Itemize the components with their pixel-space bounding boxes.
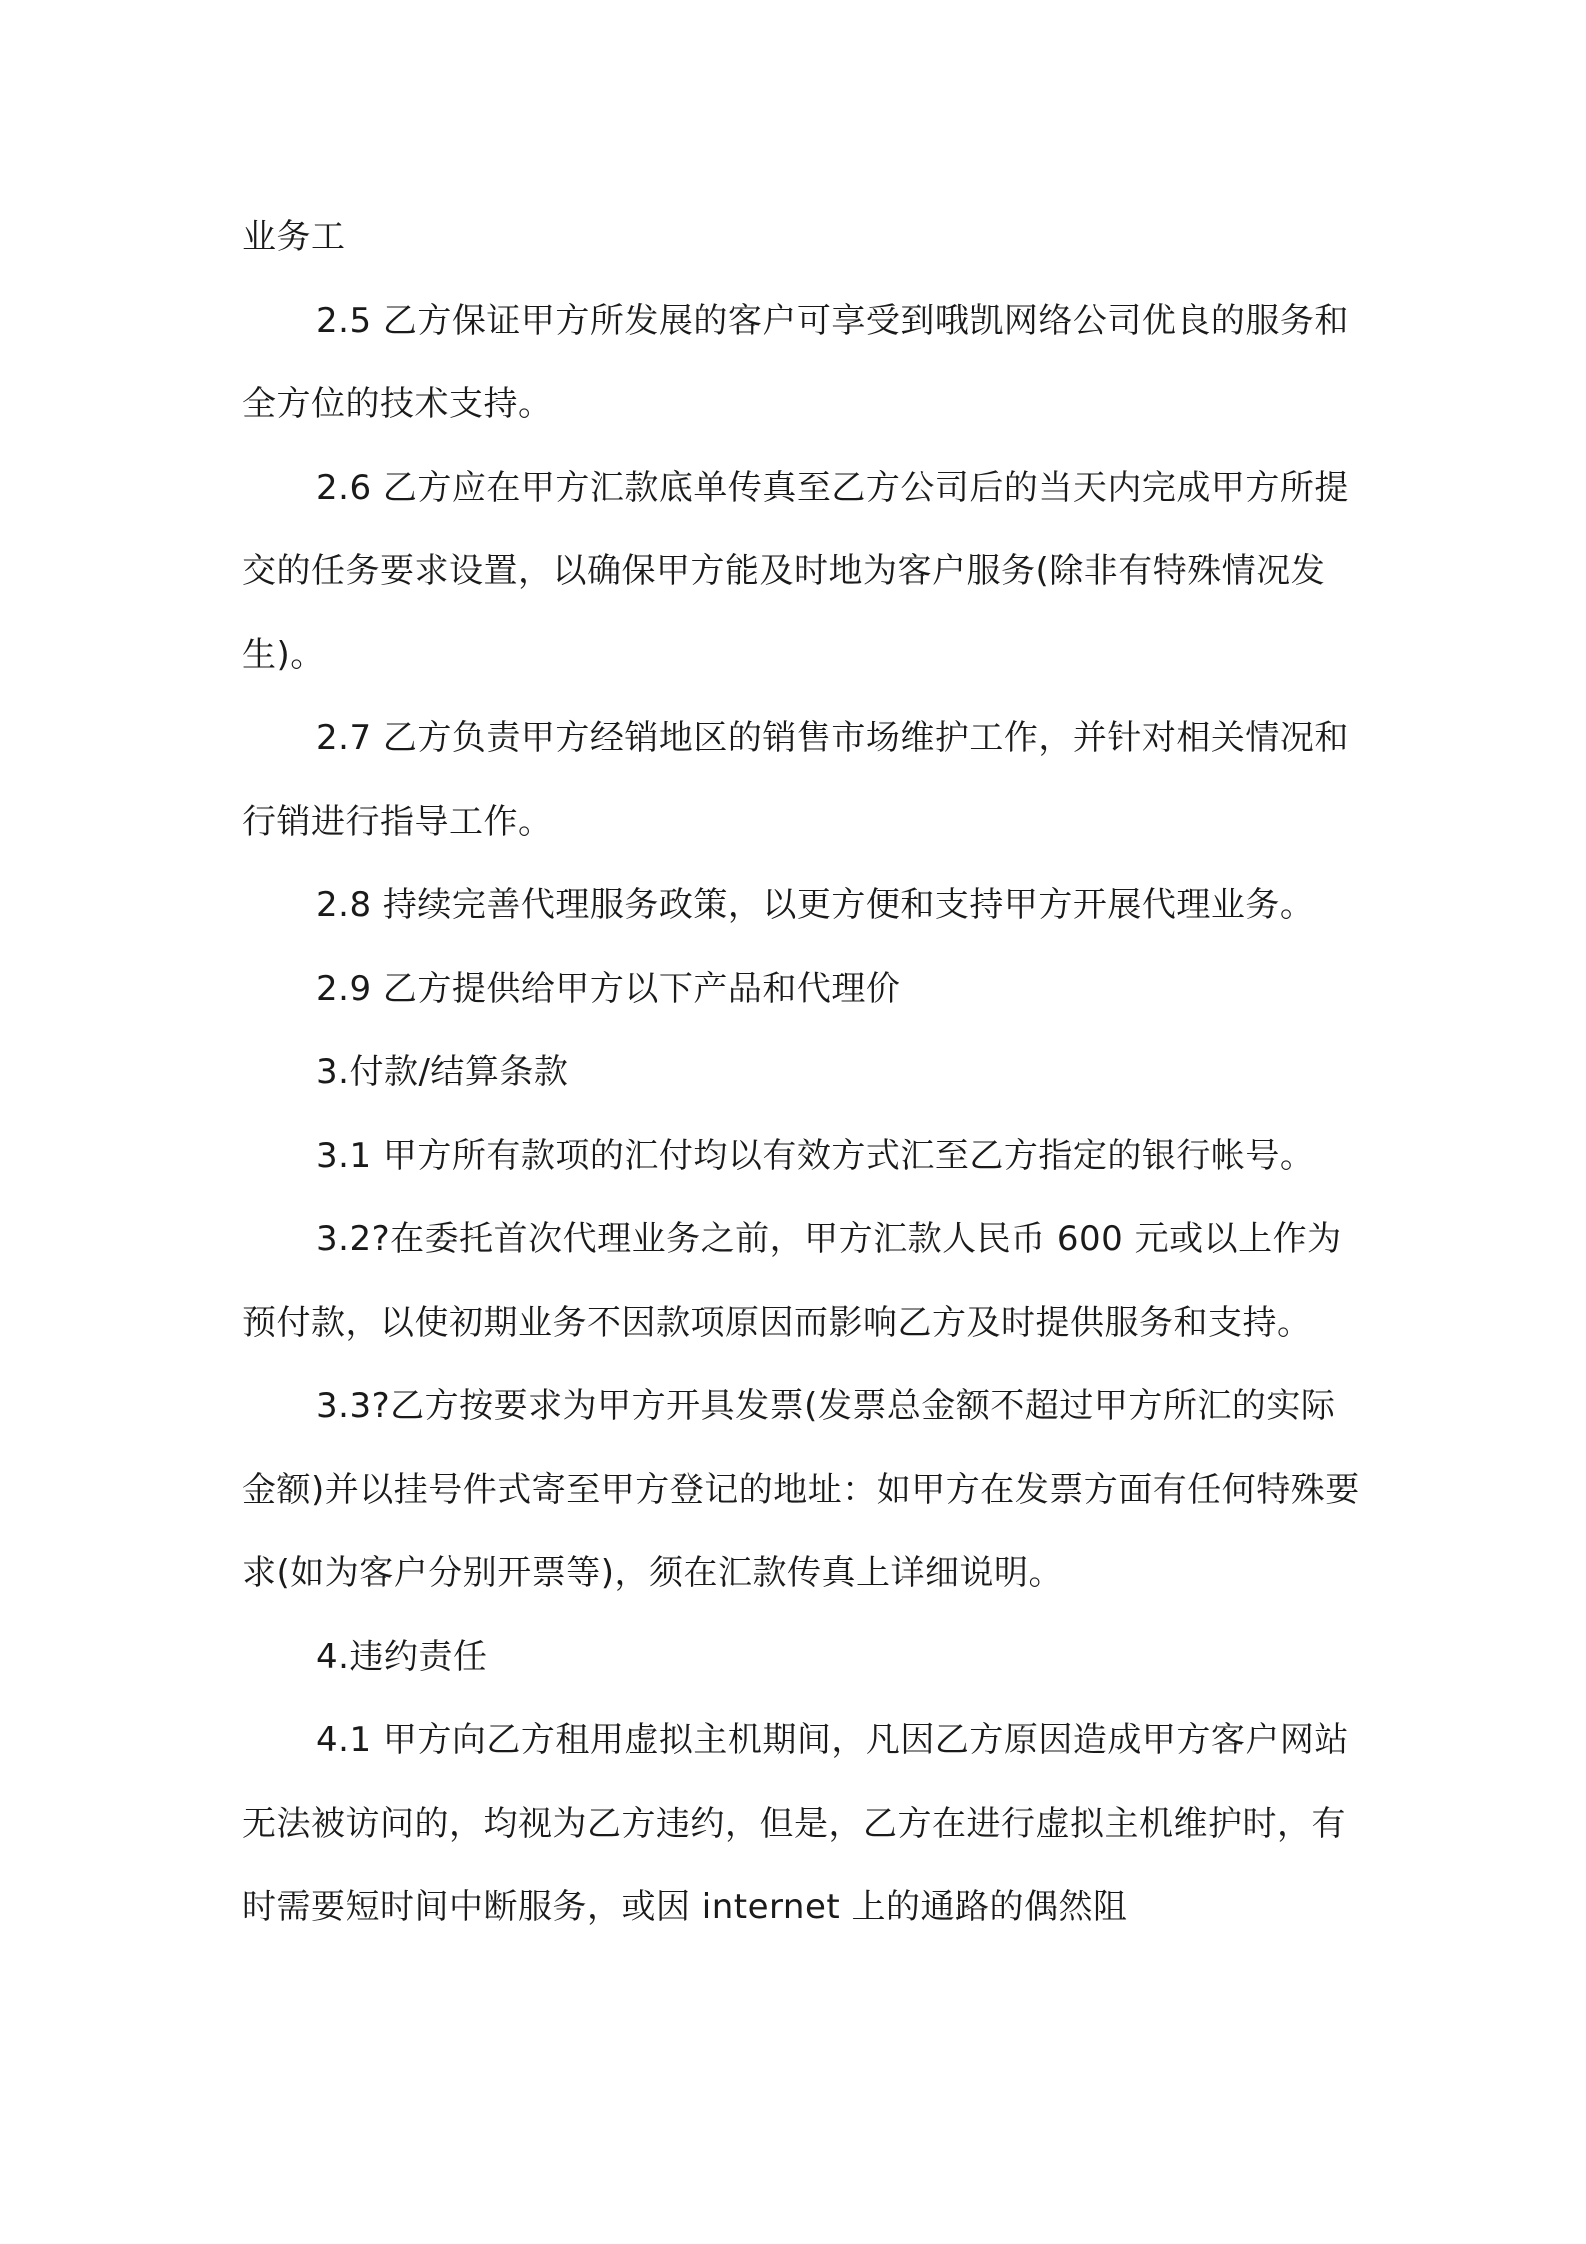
paragraph-3-1: 3.1 甲方所有款项的汇付均以有效方式汇至乙方指定的银行帐号。: [316, 1135, 1315, 1176]
paragraph-2-7: 2.7 乙方负责甲方经销地区的销售市场维护工作，并针对相关情况和行销进行指导工作。: [242, 718, 1349, 842]
paragraph-3-3: 3.3?乙方按要求为甲方开具发票(发票总金额不超过甲方所汇的实际金额)并以挂号件式寄至甲方登记的地址：如甲方在发票方面有任何特殊要求(如为客户分别开票等)，须在汇款传真上详细说明。: [242, 1386, 1360, 1593]
section-heading-4: 4.违约责任: [316, 1636, 488, 1677]
paragraph-2-9: 2.9 乙方提供给甲方以下产品和代理价: [316, 968, 901, 1009]
paragraph-3-2: 3.2?在委托首次代理业务之前，甲方汇款人民币 600 元或以上作为预付款，以使初期业务不因款项原因而影响乙方及时提供服务和支持。: [242, 1219, 1342, 1343]
paragraph-2-5: 2.5 乙方保证甲方所发展的客户可享受到哦凯网络公司优良的服务和全方位的技术支持。: [242, 300, 1349, 424]
document-body: [242, 196, 1362, 1950]
paragraph-4-1: 4.1 甲方向乙方租用虚拟主机期间，凡因乙方原因造成甲方客户网站无法被访问的，均视为乙方违约，但是，乙方在进行虚拟主机维护时，有时需要短时间中断服务，或因 internet 上的通路的偶然阻: [242, 1720, 1349, 1927]
paragraph-continuation: 业务工: [242, 217, 346, 257]
paragraph-2-6: 2.6 乙方应在甲方汇款底单传真至乙方公司后的当天内完成甲方所提交的任务要求设置，以确保甲方能及时地为客户服务(除非有特殊情况发生)。: [242, 467, 1349, 675]
paragraph-2-8: 2.8 持续完善代理服务政策，以更方便和支持甲方开展代理业务。: [316, 885, 1315, 925]
section-heading-3: 3.付款/结算条款: [316, 1052, 569, 1092]
